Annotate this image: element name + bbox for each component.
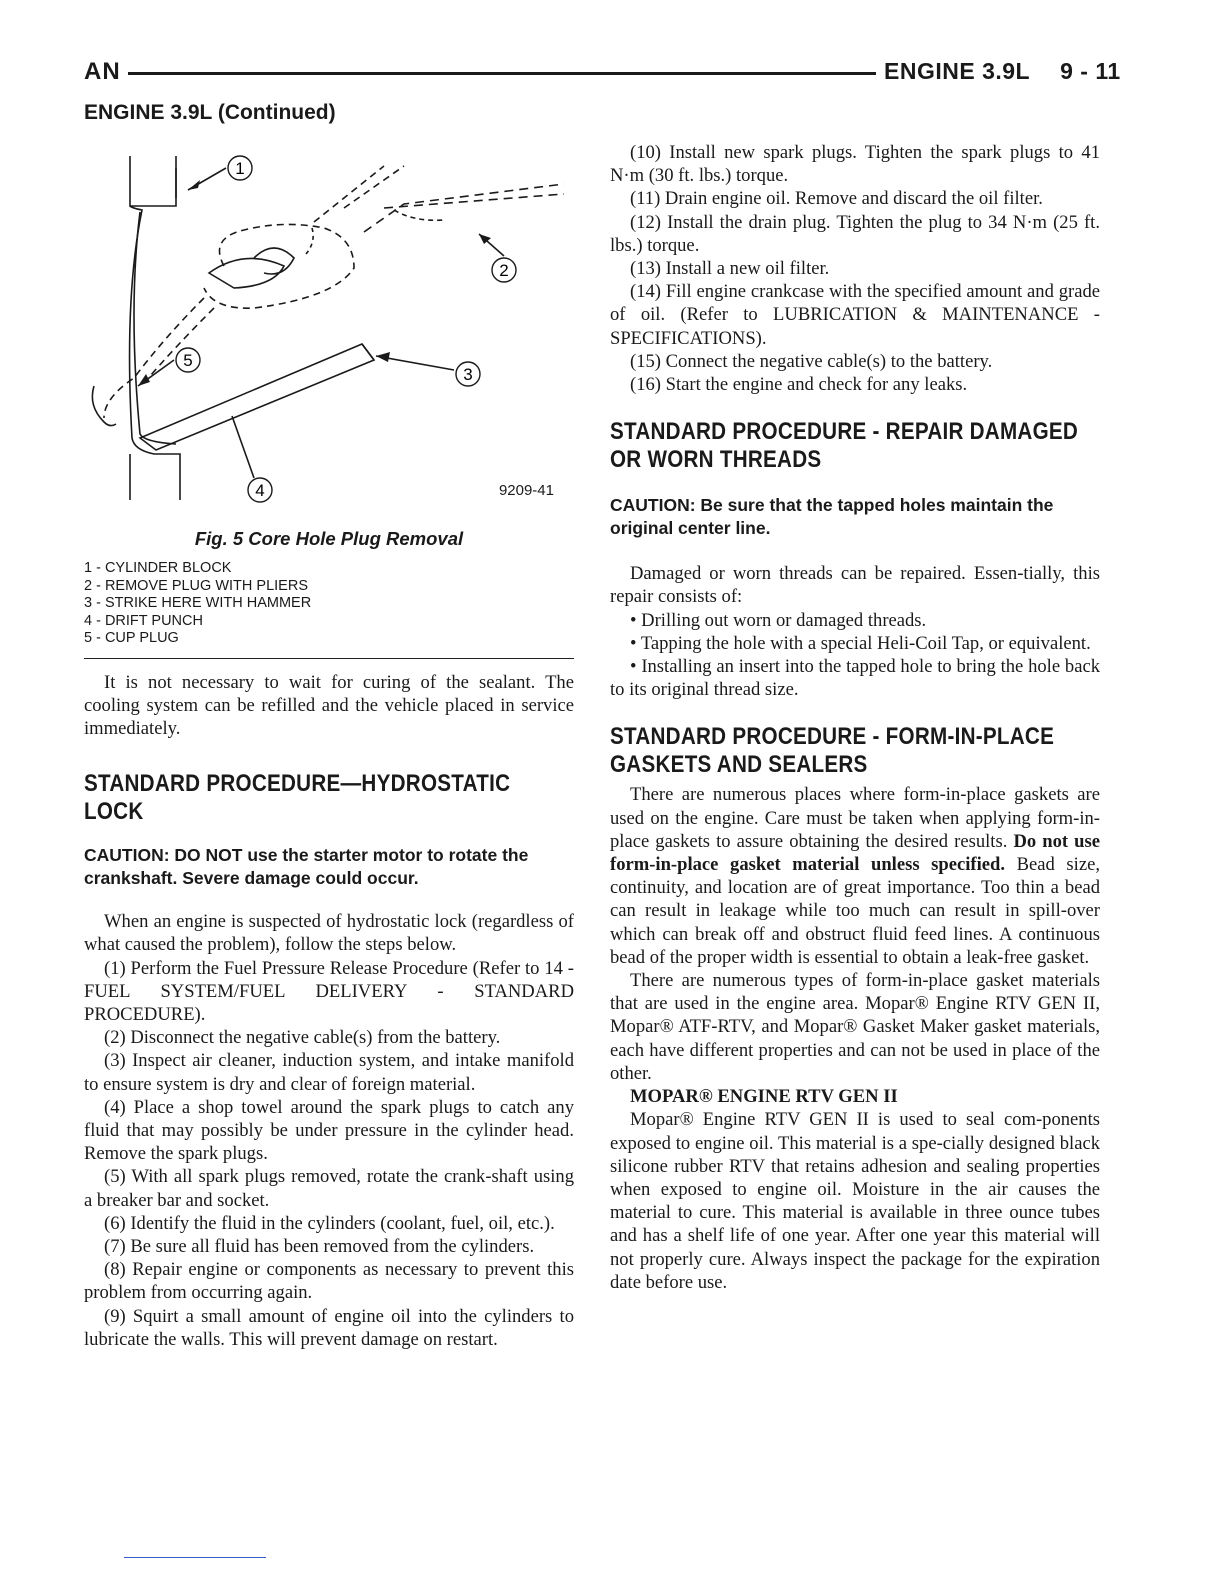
procedure-step: (1) Perform the Fuel Pressure Release Procedure (Refer to 14 - FUEL SYSTEM/FUEL DELIVERY - STANDARD PROCEDURE). [84, 957, 574, 1025]
threads-intro: Damaged or worn threads can be repaired. Essen-tially, this repair consists of: [610, 563, 1100, 608]
block-wall-outline [130, 206, 180, 500]
legend-item: 1 - CYLINDER BLOCK [84, 560, 232, 576]
rtv-subheading: MOPAR® ENGINE RTV GEN II [630, 1086, 898, 1108]
sealant-paragraph: It is not necessary to wait for curing of the sealant. The cooling system can be refilled and the vehicle placed in service immediately. [84, 671, 574, 739]
legend-item: 5 - CUP PLUG [84, 630, 179, 646]
callout-5: 5 [183, 351, 193, 370]
procedure-step: (15) Connect the negative cable(s) to the battery. [630, 350, 993, 372]
gasket-p1-text-cont: Bead size, continuity, and location are of great importance. Too thin a bead can result in leakage while too much can result in spill-over which can break off and obstruct fluid feed lines. A continuous bead of the proper width is essential to obtain a leak-free gasket. [610, 854, 1100, 968]
block-top-outline [130, 156, 176, 206]
leader-4 [232, 416, 254, 478]
left-column [84, 138, 574, 1351]
procedure-step: (16) Start the engine and check for any leaks. [630, 374, 968, 396]
procedure-step: (12) Install the drain plug. Tighten the plug to 34 N·m (25 ft. lbs.) torque. [610, 211, 1100, 256]
procedure-step: (4) Place a shop towel around the spark plugs to catch any fluid that may possibly be under pressure in the cylinder head. Remove the spark plugs. [84, 1096, 574, 1165]
procedure-step: (8) Repair engine or components as necessary to prevent this problem from occurring again. [84, 1259, 574, 1304]
drift-punch-outline [140, 344, 374, 450]
procedure-step: (2) Disconnect the negative cable(s) from the battery. [104, 1027, 501, 1049]
core-plug-illustration [84, 138, 574, 510]
rtv-paragraph: Mopar® Engine RTV GEN II is used to seal com-ponents exposed to engine oil. This material is a spe-cially designed black silicone rubber RTV that retains adhesion and sealing properties when exposed to engine oil. Moisture in the air causes the material to cure. This material is available in three ounce tubes and has a shelf life of one year. After one year this material will not properly cure. Always inspect the package for the expiration date before use. [610, 1109, 1100, 1293]
header-title: ENGINE 3.9L [884, 58, 1031, 84]
procedure-step: (6) Identify the fluid in the cylinders (coolant, fuel, oil, etc.). [104, 1212, 555, 1234]
right-column [610, 141, 1100, 1294]
page-number: 9 - 11 [1060, 58, 1121, 84]
header-rule [128, 72, 876, 75]
callout-3: 3 [463, 365, 473, 384]
figure-core-hole-plug [84, 138, 574, 510]
header-title-block [884, 58, 1121, 85]
threads-bullet: • Drilling out worn or damaged threads. [630, 609, 927, 631]
threads-bullet: • Tapping the hole with a special Heli-Coil Tap, or equivalent. [630, 632, 1091, 654]
callout-2: 2 [499, 261, 509, 280]
repair-threads-heading: STANDARD PROCEDURE - REPAIR DAMAGED OR WORN THREADS [610, 418, 1079, 474]
continued-title: ENGINE 3.9L (Continued) [84, 101, 336, 124]
procedure-step: (10) Install new spark plugs. Tighten the spark plugs to 41 N·m (30 ft. lbs.) torque. [610, 142, 1100, 187]
procedure-step: (13) Install a new oil filter. [630, 258, 830, 280]
gasket-paragraph-2: There are numerous types of form-in-place gasket materials that are used in the engine area. Mopar® Engine RTV GEN II, Mopar® ATF-RTV, and Mopar® Gasket Maker gasket materials, each have different properties and can not be used in place of the other. [610, 970, 1100, 1084]
legend-item: 2 - REMOVE PLUG WITH PLIERS [84, 577, 308, 594]
procedure-step: (9) Squirt a small amount of engine oil into the cylinders to lubricate the walls. This will prevent damage on restart. [84, 1305, 574, 1350]
figure-caption: Fig. 5 Core Hole Plug Removal [194, 528, 464, 549]
legend-item: 3 - STRIKE HERE WITH HAMMER [84, 595, 312, 611]
hydrostatic-caution: CAUTION: DO NOT use the starter motor to rotate the crankshaft. Severe damage could occur. [84, 845, 529, 889]
procedure-step: (7) Be sure all fluid has been removed from the cylinders. [104, 1235, 535, 1257]
gasket-p1-text: There are numerous places where form-in-place gaskets are used on the engine. Care must be taken when applying form-in-place gaskets to assure obtaining the desired results. [610, 784, 1100, 852]
hydrostatic-intro: When an engine is suspected of hydrostatic lock (regardless of what caused the problem), follow the steps below. [84, 911, 574, 956]
header-section-code: AN [84, 58, 121, 85]
legend-item: 4 - DRIFT PUNCH [84, 612, 203, 629]
footer-rule [124, 1557, 266, 1558]
threads-bullet: • Installing an insert into the tapped hole to bring the hole back to its original thread size. [610, 656, 1100, 701]
procedure-step: (3) Inspect air cleaner, induction system, and intake manifold to ensure system is dry and clear of foreign material. [84, 1050, 574, 1095]
gasket-paragraph-1 [610, 783, 1100, 969]
procedure-step: (11) Drain engine oil. Remove and discard the oil filter. [630, 188, 1043, 210]
procedure-step: (14) Fill engine crankcase with the specified amount and grade of oil. (Refer to LUBRICATION & MAINTENANCE - SPECIFICATIONS). [610, 281, 1100, 349]
figure-id: 9209-41 [498, 482, 554, 499]
figure-legend [84, 560, 574, 659]
threads-caution: CAUTION: Be sure that the tapped holes maintain the original center line. [610, 495, 1054, 539]
form-in-place-heading: STANDARD PROCEDURE - FORM-IN-PLACE GASKETS AND SEALERS [610, 723, 1055, 779]
hydrostatic-lock-heading: STANDARD PROCEDURE—HYDROSTATIC LOCK [84, 770, 511, 826]
procedure-step: (5) With all spark plugs removed, rotate the crank-shaft using a breaker bar and socket. [84, 1166, 574, 1211]
callout-4: 4 [255, 481, 265, 500]
callout-1: 1 [235, 159, 245, 178]
gasket-p1-warning: Do not use form-in-place gasket material unless specified. [610, 830, 1100, 876]
